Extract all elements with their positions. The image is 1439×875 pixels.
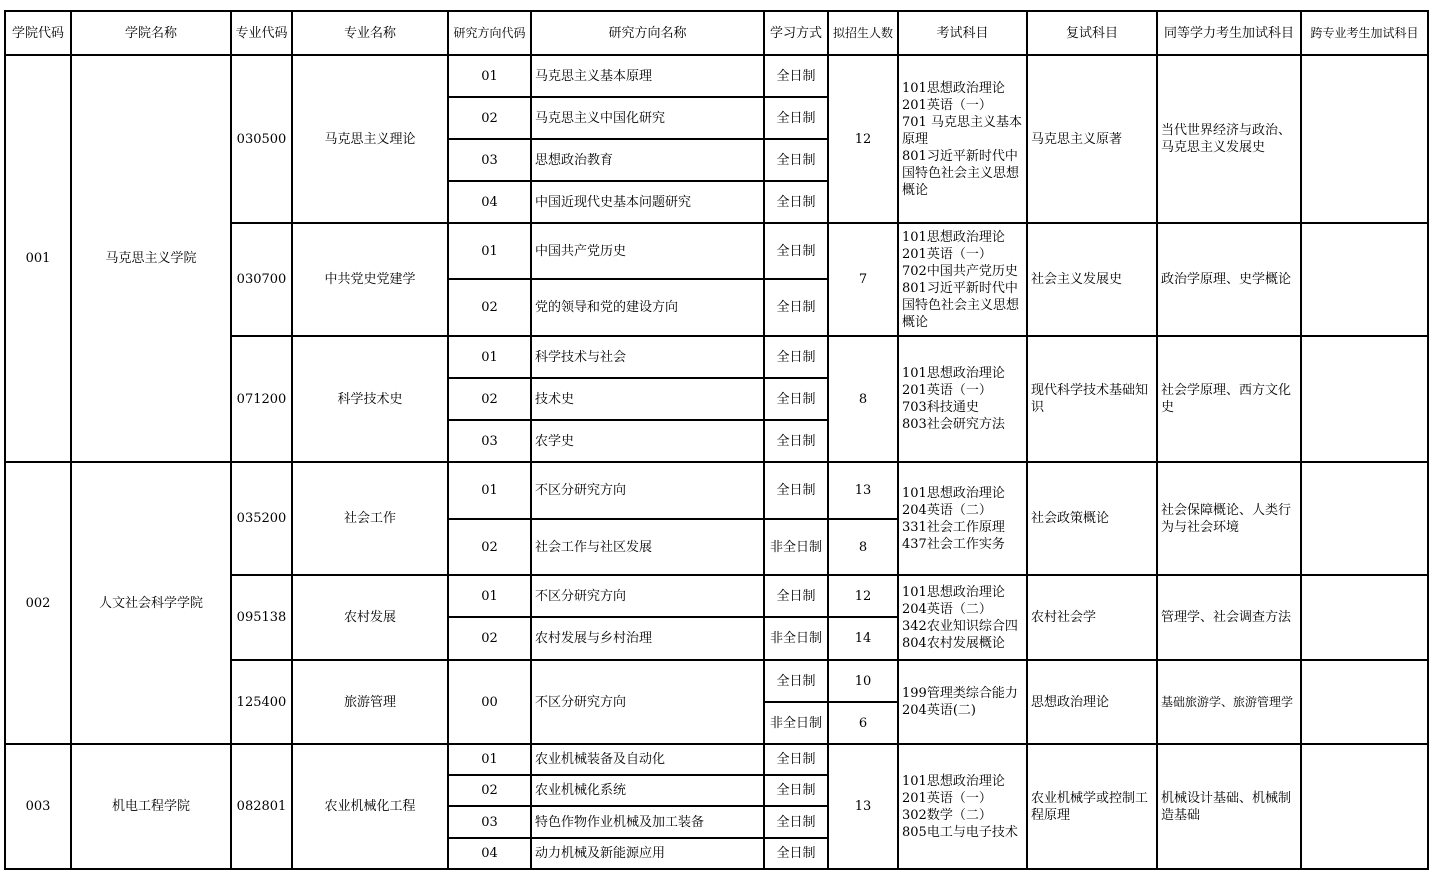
direction-name-cell: 特色作物作业机械及加工装备 [531, 806, 764, 838]
exam-subjects-cell: 101思想政治理论 201英语（一） 703科技通史 803社会研究方法 [898, 336, 1027, 462]
direction-code-cell: 02 [448, 97, 531, 139]
exam-subjects-cell: 101思想政治理论 204英语（二） 331社会工作原理 437社会工作实务 [898, 462, 1027, 575]
direction-name-cell: 中国共产党历史 [531, 223, 764, 279]
retest-subjects-cell: 现代科学技术基础知识 [1027, 336, 1157, 462]
direction-code-cell: 01 [448, 744, 531, 775]
college-code-cell: 003 [5, 744, 71, 869]
direction-name-cell: 不区分研究方向 [531, 575, 764, 617]
major-code-cell: 035200 [231, 462, 292, 575]
equivalent-extra-cell: 社会学原理、西方文化史 [1157, 336, 1301, 462]
equivalent-extra-cell: 社会保障概论、人类行为与社会环境 [1157, 462, 1301, 575]
quota-cell: 7 [828, 223, 898, 336]
direction-code-cell: 01 [448, 462, 531, 519]
retest-subjects-cell: 农业机械学或控制工程原理 [1027, 744, 1157, 869]
col-header-exam-subjects: 考试科目 [898, 11, 1027, 55]
major-name-cell: 中共党史党建学 [292, 223, 448, 336]
major-name-cell: 农业机械化工程 [292, 744, 448, 869]
col-header-retest-subjects: 复试科目 [1027, 11, 1157, 55]
direction-name-cell: 党的领导和党的建设方向 [531, 279, 764, 336]
exam-subjects-cell: 101思想政治理论 201英语（一） 702中国共产党历史 801习近平新时代中国特色社会主义思想概论 [898, 223, 1027, 336]
study-mode-cell: 全日制 [764, 660, 828, 702]
equivalent-extra-cell: 基础旅游学、旅游管理学 [1157, 660, 1301, 744]
direction-code-cell: 01 [448, 55, 531, 97]
cross-major-extra-cell [1301, 223, 1428, 336]
direction-code-cell: 02 [448, 279, 531, 336]
col-header-major-code: 专业代码 [231, 11, 292, 55]
study-mode-cell: 全日制 [764, 420, 828, 462]
major-code-cell: 030500 [231, 55, 292, 223]
direction-code-cell: 02 [448, 617, 531, 660]
quota-cell: 8 [828, 336, 898, 462]
direction-code-cell: 02 [448, 775, 531, 806]
direction-code-cell: 03 [448, 420, 531, 462]
study-mode-cell: 全日制 [764, 336, 828, 378]
quota-cell: 12 [828, 55, 898, 223]
col-header-direction-name: 研究方向名称 [531, 11, 764, 55]
exam-subjects-cell: 101思想政治理论 204英语（二） 342农业知识综合四 804农村发展概论 [898, 575, 1027, 660]
direction-code-cell: 03 [448, 139, 531, 181]
major-name-cell: 科学技术史 [292, 336, 448, 462]
equivalent-extra-cell: 机械设计基础、机械制造基础 [1157, 744, 1301, 869]
col-header-quota: 拟招生人数 [828, 11, 898, 55]
retest-subjects-cell: 社会政策概论 [1027, 462, 1157, 575]
col-header-study-mode: 学习方式 [764, 11, 828, 55]
study-mode-cell: 全日制 [764, 575, 828, 617]
direction-code-cell: 00 [448, 660, 531, 744]
direction-code-cell: 01 [448, 575, 531, 617]
equivalent-extra-cell: 当代世界经济与政治、马克思主义发展史 [1157, 55, 1301, 223]
table-row [5, 55, 1428, 97]
study-mode-cell: 全日制 [764, 775, 828, 806]
study-mode-cell: 全日制 [764, 97, 828, 139]
direction-code-cell: 04 [448, 838, 531, 869]
direction-name-cell: 农业机械装备及自动化 [531, 744, 764, 775]
cross-major-extra-cell [1301, 462, 1428, 575]
quota-cell: 12 [828, 575, 898, 617]
direction-name-cell: 科学技术与社会 [531, 336, 764, 378]
table-row [5, 462, 1428, 519]
retest-subjects-cell: 社会主义发展史 [1027, 223, 1157, 336]
college-code-cell: 002 [5, 462, 71, 744]
quota-cell: 8 [828, 519, 898, 575]
major-code-cell: 095138 [231, 575, 292, 660]
direction-name-cell: 马克思主义基本原理 [531, 55, 764, 97]
study-mode-cell: 全日制 [764, 462, 828, 519]
major-code-cell: 125400 [231, 660, 292, 744]
equivalent-extra-cell: 政治学原理、史学概论 [1157, 223, 1301, 336]
col-header-equivalent-extra: 同等学力考生加试科目 [1157, 11, 1301, 55]
study-mode-cell: 全日制 [764, 55, 828, 97]
direction-code-cell: 03 [448, 806, 531, 838]
direction-name-cell: 社会工作与社区发展 [531, 519, 764, 575]
major-code-cell: 082801 [231, 744, 292, 869]
direction-name-cell: 不区分研究方向 [531, 462, 764, 519]
retest-subjects-cell: 农村社会学 [1027, 575, 1157, 660]
cross-major-extra-cell [1301, 744, 1428, 869]
enrollment-table [4, 10, 1429, 870]
major-name-cell: 社会工作 [292, 462, 448, 575]
quota-cell: 13 [828, 744, 898, 869]
major-name-cell: 马克思主义理论 [292, 55, 448, 223]
study-mode-cell: 全日制 [764, 806, 828, 838]
quota-cell: 13 [828, 462, 898, 519]
direction-code-cell: 01 [448, 223, 531, 279]
direction-code-cell: 01 [448, 336, 531, 378]
study-mode-cell: 全日制 [764, 223, 828, 279]
direction-name-cell: 农业机械化系统 [531, 775, 764, 806]
study-mode-cell: 非全日制 [764, 702, 828, 744]
college-name-cell: 人文社会科学学院 [71, 462, 231, 744]
major-name-cell: 农村发展 [292, 575, 448, 660]
quota-cell: 14 [828, 617, 898, 660]
direction-name-cell: 农村发展与乡村治理 [531, 617, 764, 660]
col-header-college-name: 学院名称 [71, 11, 231, 55]
direction-name-cell: 技术史 [531, 378, 764, 420]
major-code-cell: 071200 [231, 336, 292, 462]
quota-cell: 10 [828, 660, 898, 702]
study-mode-cell: 全日制 [764, 838, 828, 869]
major-name-cell: 旅游管理 [292, 660, 448, 744]
cross-major-extra-cell [1301, 575, 1428, 660]
direction-name-cell: 中国近现代史基本问题研究 [531, 181, 764, 223]
major-code-cell: 030700 [231, 223, 292, 336]
retest-subjects-cell: 马克思主义原著 [1027, 55, 1157, 223]
retest-subjects-cell: 思想政治理论 [1027, 660, 1157, 744]
cross-major-extra-cell [1301, 660, 1428, 744]
study-mode-cell: 非全日制 [764, 519, 828, 575]
exam-subjects-cell: 101思想政治理论 201英语（一） 302数学（二） 805电工与电子技术 [898, 744, 1027, 869]
direction-name-cell: 动力机械及新能源应用 [531, 838, 764, 869]
quota-cell: 6 [828, 702, 898, 744]
cross-major-extra-cell [1301, 336, 1428, 462]
study-mode-cell: 全日制 [764, 181, 828, 223]
direction-code-cell: 04 [448, 181, 531, 223]
direction-name-cell: 不区分研究方向 [531, 660, 764, 744]
direction-name-cell: 思想政治教育 [531, 139, 764, 181]
study-mode-cell: 非全日制 [764, 617, 828, 660]
college-code-cell: 001 [5, 55, 71, 462]
direction-name-cell: 农学史 [531, 420, 764, 462]
col-header-major-name: 专业名称 [292, 11, 448, 55]
college-name-cell: 马克思主义学院 [71, 55, 231, 462]
college-name-cell: 机电工程学院 [71, 744, 231, 869]
cross-major-extra-cell [1301, 55, 1428, 223]
header-row [5, 11, 1428, 55]
col-header-direction-code: 研究方向代码 [448, 11, 531, 55]
col-header-college-code: 学院代码 [5, 11, 71, 55]
col-header-cross-major-extra: 跨专业考生加试科目 [1301, 11, 1428, 55]
direction-name-cell: 马克思主义中国化研究 [531, 97, 764, 139]
study-mode-cell: 全日制 [764, 744, 828, 775]
study-mode-cell: 全日制 [764, 279, 828, 336]
study-mode-cell: 全日制 [764, 378, 828, 420]
study-mode-cell: 全日制 [764, 139, 828, 181]
direction-code-cell: 02 [448, 519, 531, 575]
equivalent-extra-cell: 管理学、社会调查方法 [1157, 575, 1301, 660]
exam-subjects-cell: 199管理类综合能力 204英语(二) [898, 660, 1027, 744]
direction-code-cell: 02 [448, 378, 531, 420]
exam-subjects-cell: 101思想政治理论 201英语（一） 701 马克思主义基本原理 801习近平新时代中国特色社会主义思想概论 [898, 55, 1027, 223]
table-row [5, 744, 1428, 775]
